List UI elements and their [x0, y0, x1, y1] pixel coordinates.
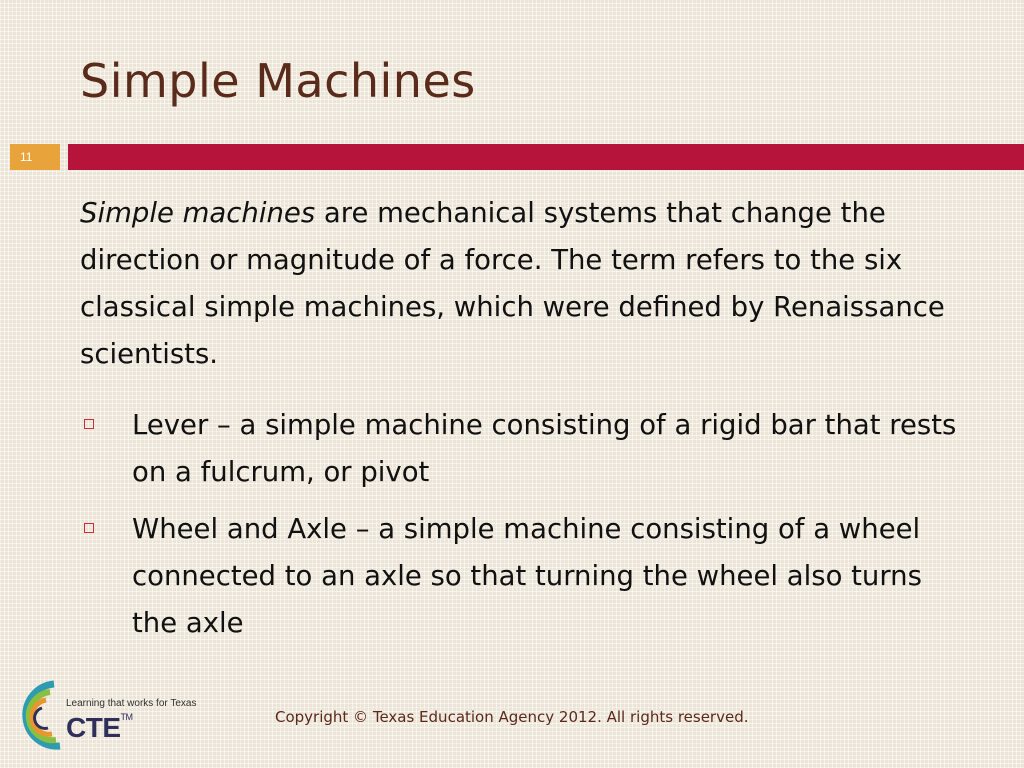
bullet-text: Lever – a simple machine consisting of a rigid bar that rests on a fulcrum, or pivot [132, 409, 957, 488]
logo-tagline: Learning that works for Texas [66, 698, 197, 709]
title-rule [0, 144, 1024, 170]
slide-number: 11 [10, 144, 60, 170]
copyright-footer: Copyright © Texas Education Agency 2012. All rights reserved. [275, 708, 749, 726]
slide-title: Simple Machines [80, 54, 476, 108]
intro-text: are mechanical systems that change the direction or magnitude of a force. The term refers to the six classical simple machines, which were defined by Renaissance scientists. [80, 197, 945, 370]
logo-wordmark: CTE™ [66, 712, 133, 743]
intro-paragraph [80, 190, 970, 378]
bullet-text: Wheel and Axle – a simple machine consisting of a wheel connected to an axle so that turning the wheel also turns the axle [132, 513, 922, 639]
accent-bar [68, 144, 1024, 170]
slide-body [80, 190, 970, 657]
bullet-item-lever [80, 402, 970, 496]
intro-term: Simple machines [80, 197, 316, 229]
square-bullet-icon [84, 419, 94, 429]
bullet-list [80, 402, 970, 647]
bullet-item-wheel-and-axle [80, 506, 970, 647]
square-bullet-icon [84, 523, 94, 533]
cte-logo [20, 676, 220, 752]
logo-trademark: TM [120, 712, 133, 722]
